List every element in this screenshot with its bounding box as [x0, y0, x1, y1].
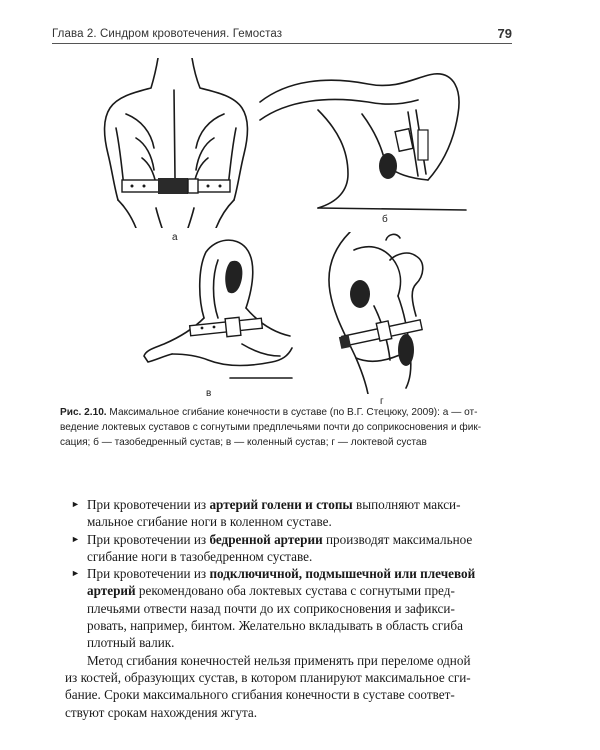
bullet-2-bold: бедренной артерии	[209, 531, 323, 547]
bullet-marker-icon: ►	[71, 568, 80, 579]
panel-label-v: в	[206, 388, 212, 399]
header-rule	[52, 43, 512, 44]
panel-label-b: б	[382, 214, 388, 225]
figure-panel-a	[96, 58, 256, 228]
elbow-flexion-illustration	[316, 232, 436, 394]
chapter-title: Глава 2. Синдром кровотечения. Гемостаз	[52, 28, 283, 40]
figure-panel-v	[142, 238, 294, 384]
running-header	[52, 26, 512, 44]
hip-flexion-illustration	[258, 70, 468, 218]
knee-flexion-illustration	[142, 238, 294, 384]
figure-panel-g	[316, 232, 436, 394]
bullet-marker-icon: ►	[71, 533, 80, 544]
bullet-item	[65, 531, 523, 566]
caption-line-1: Максимальное сгибание конечности в суставе (по В.Г. Стецюку, 2009): а — от-	[106, 407, 478, 418]
bullet-2-text-2: производят максимальное сгибание ноги в тазобедренном суставе.	[87, 531, 473, 564]
page-number: 79	[497, 26, 512, 41]
panel-label-g: г	[380, 396, 384, 407]
closing-paragraph: Метод сгибания конечностей нельзя применять при переломе одной из костей, образующих сустав, в котором планируют максимальное сги- бание. Сроки максимального сгибания конечности в суставе соответ- ствуют срокам нахождения жгута.	[65, 652, 471, 720]
bullet-3-text-2: рекомендовано оба локтевых сустава с согнутыми пред- плечьями отвести назад почти до их соприкосновения и зафикси- ровать, например, бинтом. Желательно вкладывать в область сгиба плотный валик.	[87, 583, 463, 651]
bullet-1-text-1: При кровотечении из	[87, 497, 210, 512]
body-text	[65, 496, 523, 721]
caption-label: Рис. 2.10.	[60, 407, 107, 418]
bullet-1-text-2: выполняют макси- мальное сгибание ноги в коленном суставе.	[87, 497, 461, 530]
bullet-1-bold: артерий голени и стопы	[209, 497, 353, 512]
caption-line-3: сация; б — тазобедренный сустав; в — коленный сустав; г — локтевой сустав	[60, 437, 427, 448]
bullet-item	[65, 496, 523, 531]
caption-line-2: ведение локтевых суставов с согнутыми предплечьями почти до соприкосновения и фик-	[60, 422, 482, 433]
back-elbows-illustration	[96, 58, 256, 228]
panel-label-a: а	[172, 232, 178, 243]
figure-caption	[60, 405, 522, 450]
bullet-3-bold: подключичной, подмышечной или плечевой артерий	[87, 566, 476, 599]
bullet-2-text-1: При кровотечении из	[87, 531, 210, 547]
bullet-marker-icon: ►	[71, 499, 80, 509]
bullet-3-text-1: При кровотечении из	[87, 566, 210, 582]
bullet-item	[65, 565, 523, 651]
figure-panel-b	[258, 70, 468, 218]
